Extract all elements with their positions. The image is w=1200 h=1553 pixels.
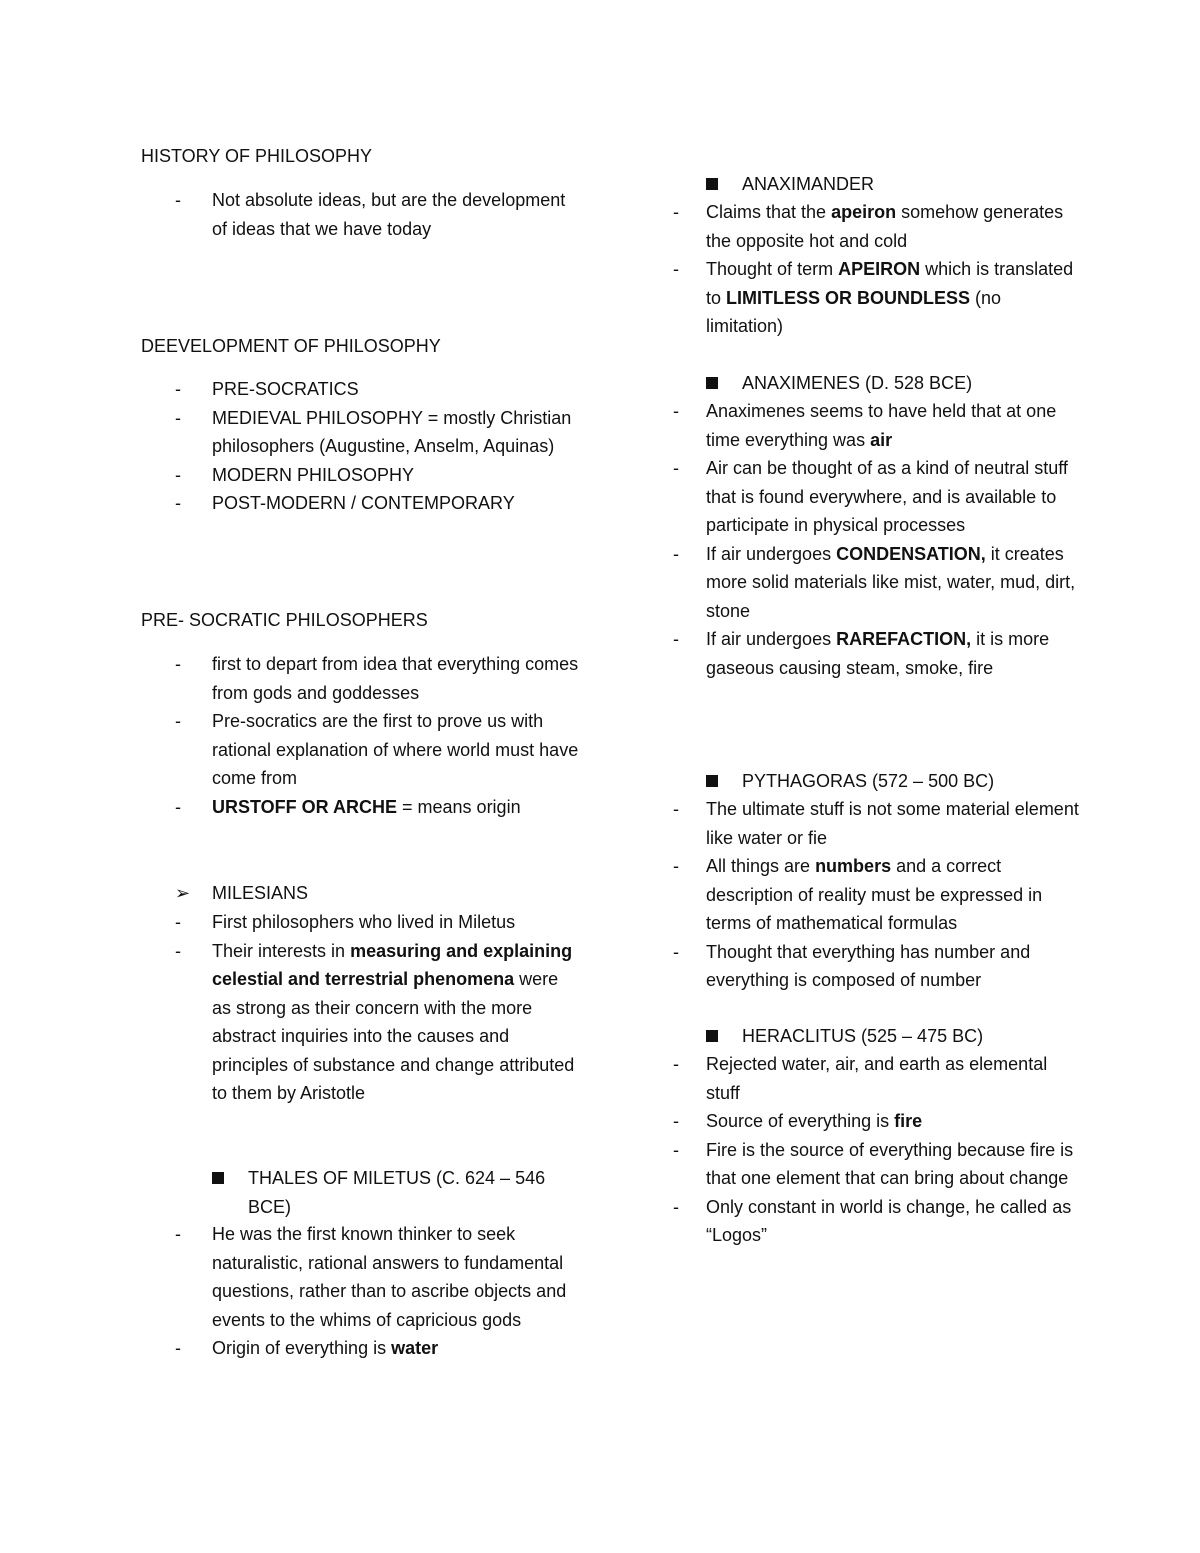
list-item: - First philosophers who lived in Miletus bbox=[175, 912, 516, 932]
list-item: - Rejected water, air, and earth as elemental stuff bbox=[673, 1054, 1048, 1103]
milesians-heading: ➢ MILESIANS bbox=[175, 879, 581, 908]
list-item: - Their interests in measuring and explaining celestial and terrestrial phenomena were as strong as their concern with the more abstract inquiries into the causes and principles of substance and change attributed to them by Aristotle bbox=[175, 940, 575, 1103]
list-item: - Claims that the apeiron somehow generates the opposite hot and cold bbox=[673, 202, 1064, 251]
list-item: - Not absolute ideas, but are the development of ideas that we have today bbox=[175, 190, 566, 239]
presocratic-heading: PRE- SOCRATIC PHILOSOPHERS bbox=[141, 610, 428, 630]
square-bullet-icon bbox=[706, 170, 718, 199]
list-item: - Only constant in world is change, he called as “Logos” bbox=[673, 1196, 1072, 1245]
thales-list bbox=[141, 1220, 581, 1363]
list-item: - He was the first known thinker to seek naturalistic, rational answers to fundamental questions, rather than to ascribe objects and events to the whims of capricious gods bbox=[175, 1224, 567, 1330]
anaximenes-list bbox=[673, 397, 1083, 682]
list-item: - Pre-socratics are the first to prove us with rational explanation of where world must have come from bbox=[175, 711, 579, 788]
square-bullet-icon bbox=[706, 767, 718, 796]
anaximander-heading: ANAXIMANDER bbox=[706, 170, 1083, 199]
history-heading: HISTORY OF PHILOSOPHY bbox=[141, 146, 373, 166]
anaximenes-heading: ANAXIMENES (D. 528 BCE) bbox=[706, 369, 1083, 398]
arrow-bullet-icon: ➢ bbox=[175, 883, 191, 903]
list-item: - Fire is the source of everything because fire is that one element that can bring about change bbox=[673, 1139, 1074, 1188]
list-item: - If air undergoes CONDENSATION, it creates more solid materials like mist, water, mud, dirt, stone bbox=[673, 543, 1076, 621]
list-item: - first to depart from idea that everything comes from gods and goddesses bbox=[175, 654, 579, 703]
list-item: - The ultimate stuff is not some material element like water or fie bbox=[673, 799, 1079, 848]
square-bullet-icon bbox=[706, 369, 718, 398]
list-item: - If air undergoes RAREFACTION, it is more gaseous causing steam, smoke, fire bbox=[673, 629, 1050, 678]
list-item: - All things are numbers and a correct description of reality must be expressed in terms of mathematical formulas bbox=[673, 856, 1043, 933]
presocratic-list bbox=[141, 650, 581, 821]
list-item: - URSTOFF OR ARCHE = means origin bbox=[175, 796, 521, 817]
pythagoras-heading: PYTHAGORAS (572 – 500 BC) bbox=[706, 767, 1083, 796]
list-item: - Origin of everything is water bbox=[175, 1338, 439, 1358]
list-item: - Source of everything is fire bbox=[673, 1111, 923, 1131]
square-bullet-icon bbox=[212, 1164, 224, 1193]
list-item: - Air can be thought of as a kind of neutral stuff that is found everywhere, and is available to participate in physical processes bbox=[673, 458, 1068, 535]
list-item: - MODERN PHILOSOPHY bbox=[175, 464, 415, 485]
development-list bbox=[141, 375, 581, 518]
list-item: - Anaximenes seems to have held that at one time everything was air bbox=[673, 401, 1057, 450]
thales-heading: THALES OF MILETUS (C. 624 – 546 BCE) bbox=[212, 1164, 581, 1221]
pythagoras-list bbox=[673, 795, 1083, 995]
list-item: - PRE-SOCRATICS bbox=[175, 379, 359, 399]
list-item: - Thought of term APEIRON which is translated to LIMITLESS OR BOUNDLESS (no limitation) bbox=[673, 259, 1074, 336]
list-item: - POST-MODERN / CONTEMPORARY bbox=[175, 493, 515, 513]
heraclitus-heading: HERACLITUS (525 – 475 BC) bbox=[706, 1022, 1083, 1051]
history-list bbox=[141, 186, 581, 243]
square-bullet-icon bbox=[706, 1022, 718, 1051]
development-heading: DEEVELOPMENT OF PHILOSOPHY bbox=[141, 336, 441, 356]
heraclitus-list bbox=[673, 1050, 1083, 1250]
list-item: - MEDIEVAL PHILOSOPHY = mostly Christian philosophers (Augustine, Anselm, Aquinas) bbox=[175, 407, 572, 456]
milesians-list bbox=[141, 908, 581, 1108]
list-item: - Thought that everything has number and everything is composed of number bbox=[673, 941, 1031, 990]
anaximander-list bbox=[673, 198, 1083, 341]
